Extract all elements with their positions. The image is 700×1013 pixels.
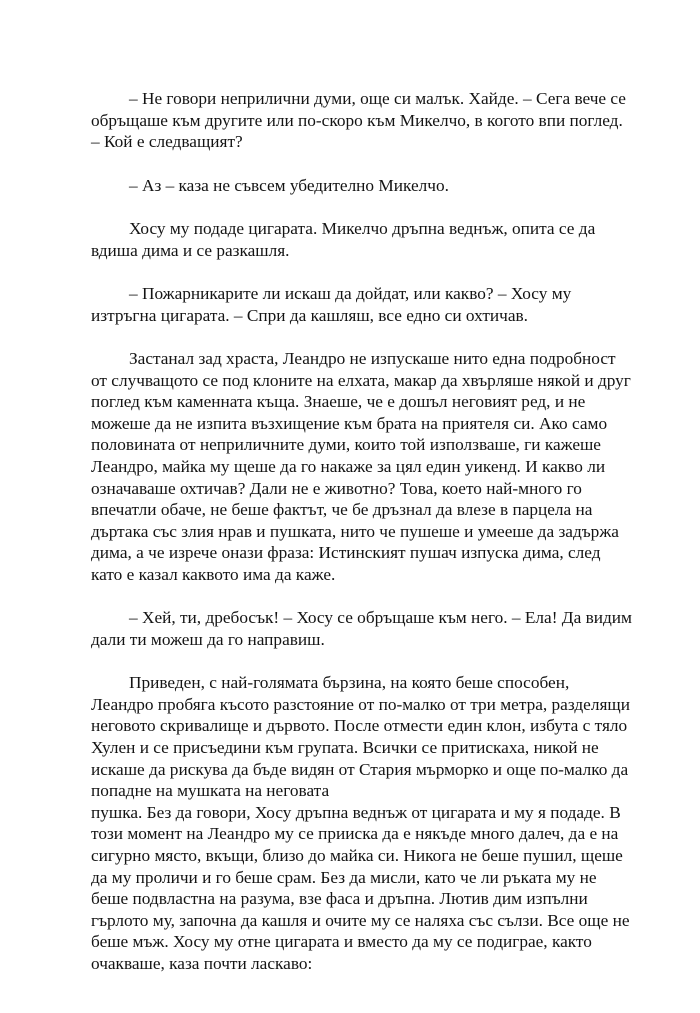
text-line: – Не говори неприлични думи, още си малък. Хайде. – Сега вече се [129, 89, 626, 108]
paragraph [91, 283, 631, 326]
text-line: сигурно място, вкъщи, близо до майка си. Никога не беше пушил, щеше [91, 846, 623, 865]
text-line: дъртака със злия нрав и пушката, нито че пушеше и умееше да задържа [91, 521, 619, 541]
paragraph [91, 607, 631, 650]
text-line: да му проличи и го беше срам. Без да мисли, като че ли ръката му не [91, 867, 597, 887]
text-line: Застанал зад храста, Леандро не изпускаше нито една подробност [129, 348, 616, 368]
text-line: обръщаше към другите или по-скоро към Микелчо, в когото впи поглед. [91, 110, 623, 130]
paragraph [91, 348, 631, 586]
text-line: неговото скривалище и дървото. После отмести един клон, избута с тяло [91, 716, 628, 736]
text-line: поглед към каменната къща. Знаеше, че е дошъл неговият ред, и не [91, 392, 586, 412]
paragraph [91, 175, 631, 197]
text-line: искаше да рискува да бъде видян от Стария мърморко и още по-малко да [91, 759, 629, 779]
text-line: – Кой е следващият? [91, 132, 243, 152]
text-line: от случващото се под клоните на елхата, макар да хвърляше някой и друг [91, 370, 631, 390]
text-line: половината от неприличните думи, които той използваше, ги кажеше [91, 435, 601, 455]
text-line: впечатли обаче, не беше фактът, че бе дръзнал да влезе в парцела на [91, 500, 593, 520]
text-line: – Пожарникарите ли искаш да дойдат, или какво? – Хосу му [129, 283, 572, 303]
text-line: като е казал каквото има да каже. [91, 564, 336, 584]
paragraph [91, 88, 631, 153]
text-line: означаваше охтичав? Дали не е животно? Това, което най-много го [91, 478, 582, 498]
text-line: можеше да не изпита възхищение към брата на приятеля си. Ако само [91, 413, 608, 433]
text-line: Леандро пробяга късото разстояние от по-малко от три метра, разделящи [91, 694, 630, 714]
text-line: този момент на Леандро му се прииска да е някъде много далеч, да е на [91, 824, 619, 844]
text-line: вдиша дима и се разкашля. [91, 240, 290, 260]
page-text [91, 88, 631, 975]
text-line: очакваше, каза почти ласкаво: [91, 953, 313, 973]
text-line: дали ти можеш да го направиш. [91, 629, 325, 649]
text-line: – Хей, ти, дребосък! – Хосу се обръщаше към него. – Ела! Да видим [129, 608, 632, 628]
text-line: пушка. Без да говори, Хосу дръпна веднъж от цигарата и му я подаде. В [91, 802, 621, 822]
text-line: беше подвластна на разума, взе фаса и дръпна. Лютив дим изпълни [91, 889, 588, 909]
paragraph [91, 218, 631, 261]
text-line: Хулен и се присъедини към групата. Всички се притискаха, никой не [91, 738, 599, 758]
text-line: беше мъж. Хосу му отне цигарата и вместо да му се подиграе, както [91, 932, 592, 952]
paragraph [91, 672, 631, 974]
text-line: Приведен, с най-голямата бързина, на която беше способен, [129, 673, 570, 693]
text-line: дима, а че изрече онази фраза: Истинският пушач изпуска дима, след [91, 543, 601, 563]
text-line: – Аз – каза не съвсем убедително Микелчо. [129, 175, 449, 195]
text-line: изтръгна цигарата. – Спри да кашляш, все едно си охтичав. [91, 305, 528, 325]
text-line: попадне на мушката на неговата [91, 781, 330, 801]
text-line: Хосу му подаде цигарата. Микелчо дръпна веднъж, опита се да [129, 218, 596, 238]
text-line: Леандро, майка му щеше да го накаже за цял един уикенд. И какво ли [91, 456, 606, 476]
text-line: гърлото му, започна да кашля и очите му се наляха със сълзи. Все още не [91, 910, 630, 930]
